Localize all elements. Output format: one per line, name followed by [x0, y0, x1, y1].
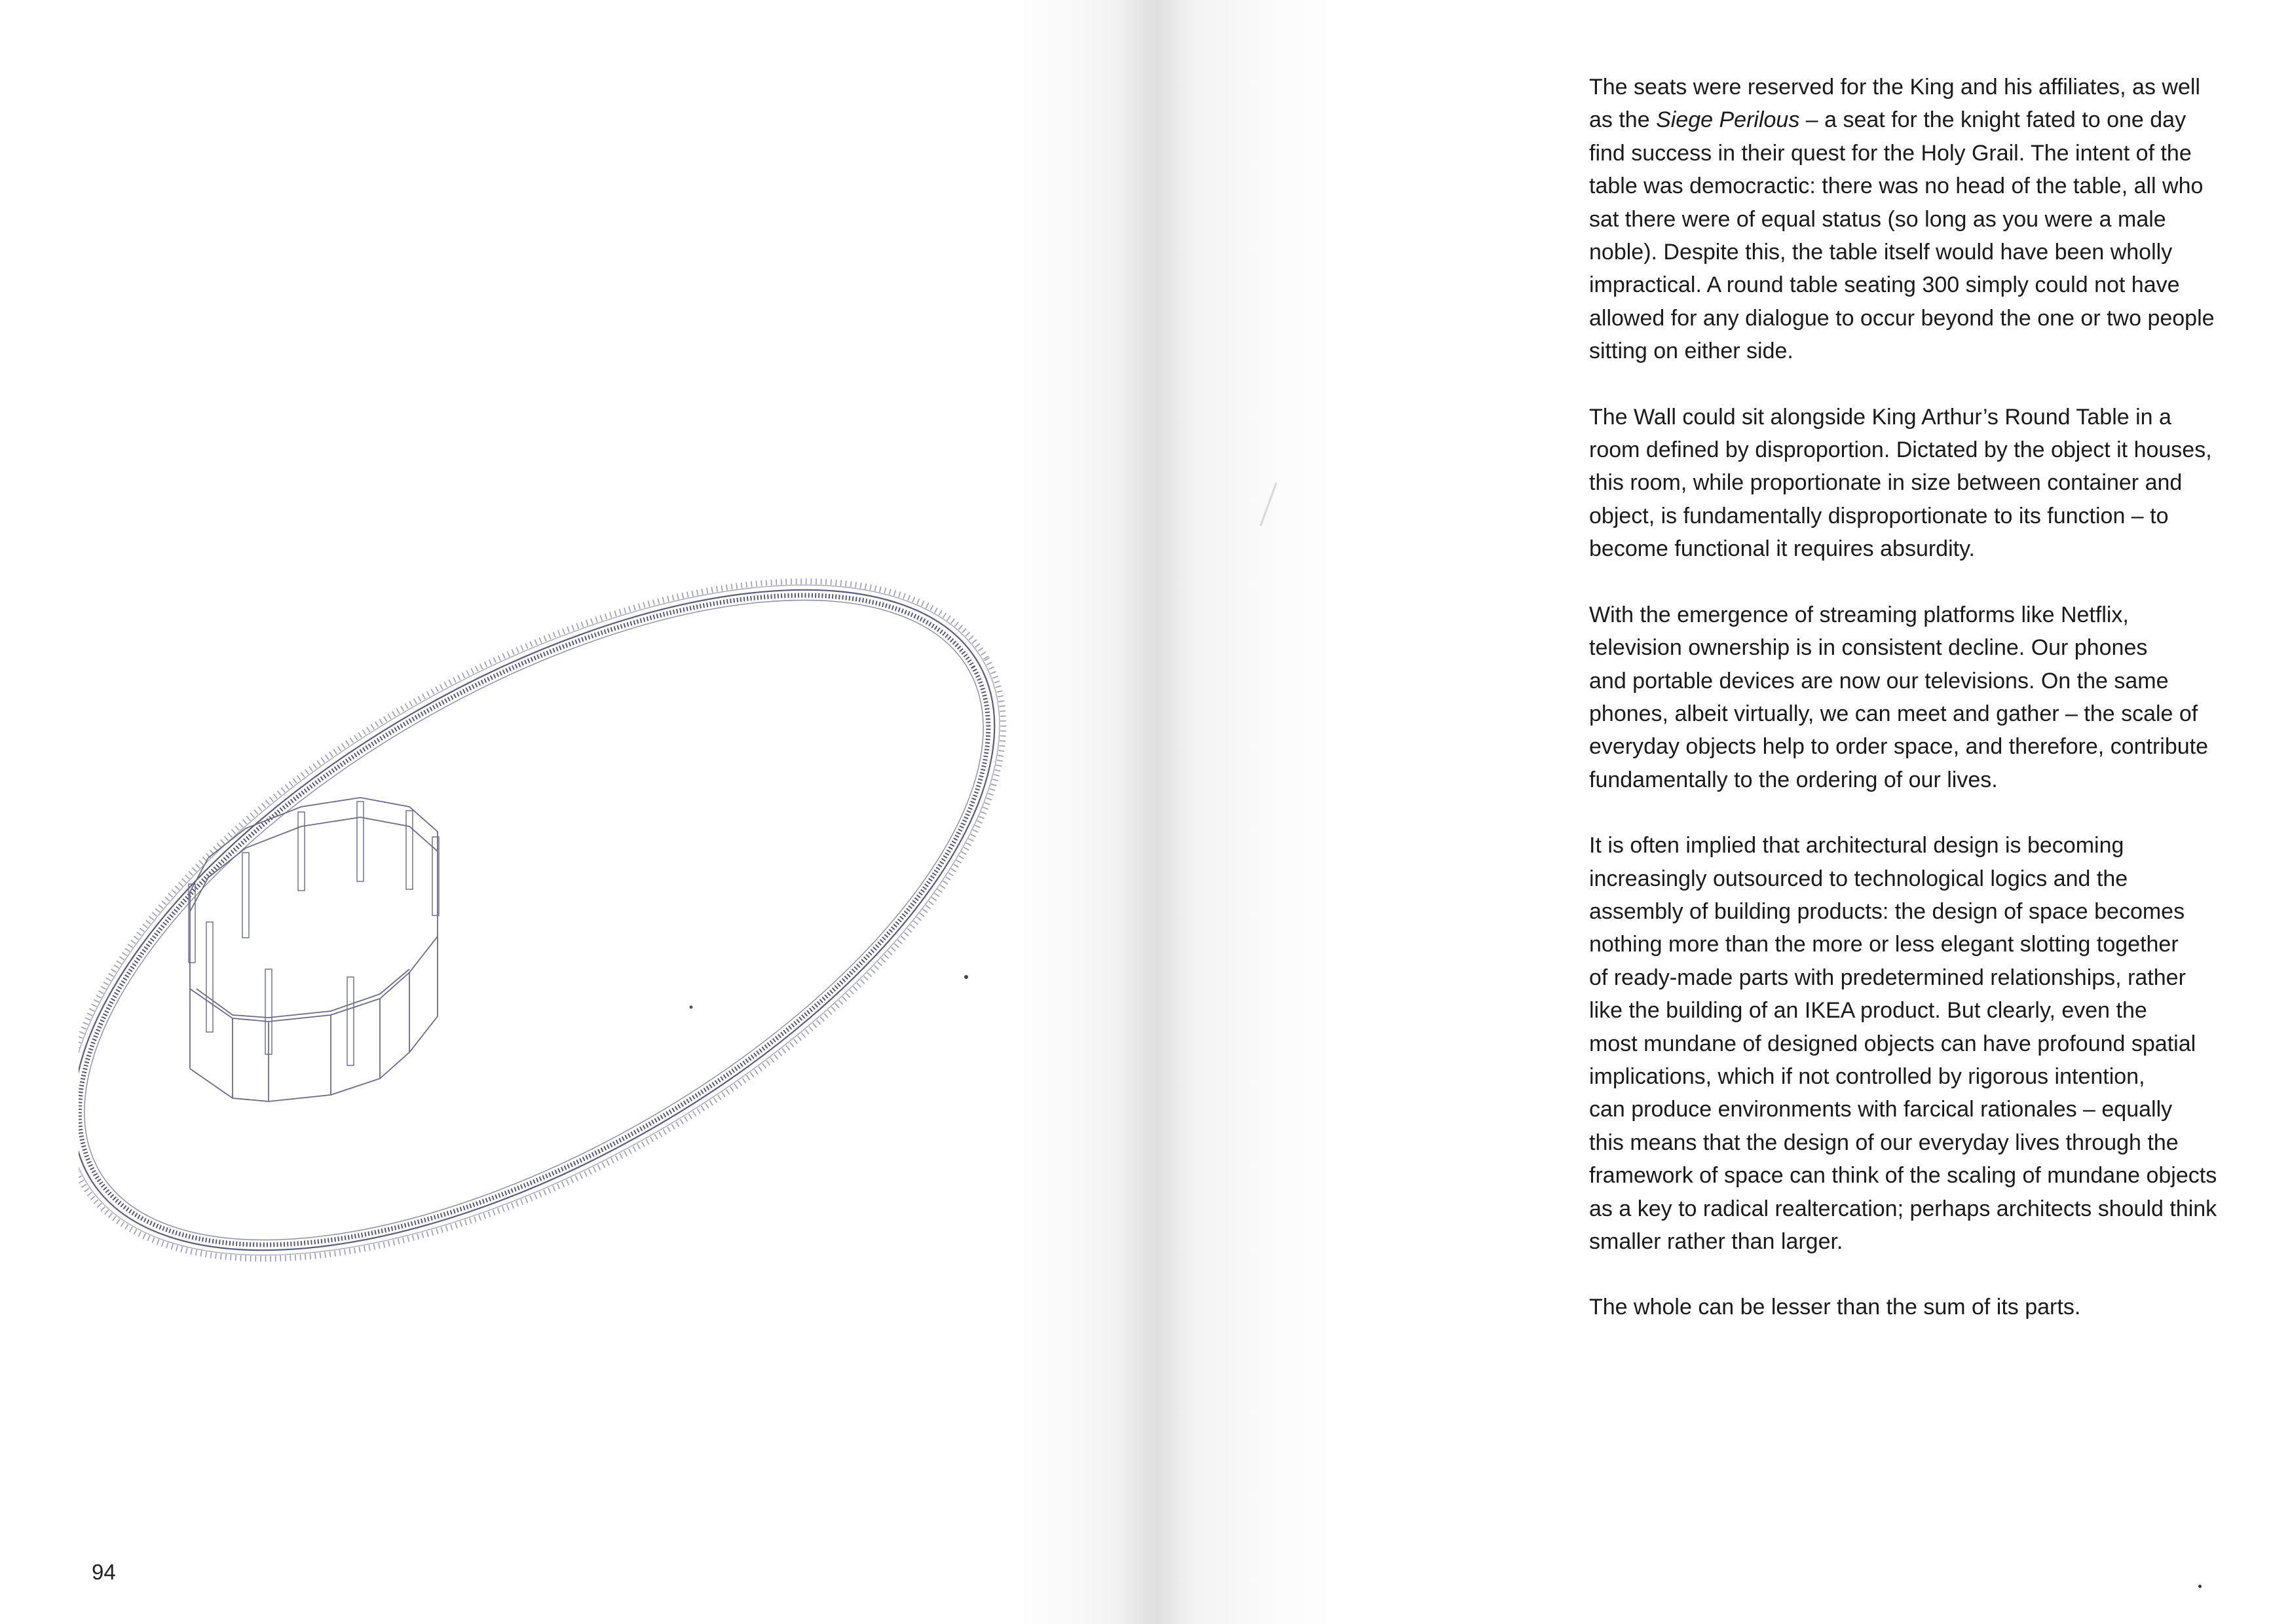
text-run: With the emergence of streaming platforms like Netflix,	[1589, 602, 2129, 627]
text-run: as the	[1589, 107, 1657, 133]
text-line	[1589, 697, 2231, 730]
page-number: 94	[92, 1560, 116, 1584]
text-line	[1589, 71, 2231, 103]
text-line	[1589, 665, 2231, 697]
stray-dot	[2198, 1585, 2202, 1588]
text-run: framework of space can think of the scaling of mundane objects	[1589, 1163, 2217, 1189]
text-line	[1589, 631, 2231, 664]
text-run: – a seat for the knight fated to one day	[1799, 107, 2187, 133]
text-run: become functional it requires absurdity.	[1589, 536, 1976, 562]
text-run: sitting on either side.	[1589, 339, 1793, 364]
body-paragraph	[1589, 829, 2231, 1258]
text-line	[1589, 764, 2231, 796]
text-run: noble). Despite this, the table itself would have been wholly	[1589, 240, 2173, 265]
text-line	[1589, 1291, 2231, 1323]
text-line	[1589, 302, 2231, 335]
text-line	[1589, 1225, 2231, 1258]
outer-round-table	[79, 511, 1074, 1336]
text-run: room defined by disproportion. Dictated by the object it houses,	[1589, 437, 2212, 463]
round-table-drawing	[79, 511, 1074, 1336]
text-line	[1589, 500, 2231, 532]
text-line	[1589, 829, 2231, 862]
text-line	[1589, 434, 2231, 466]
text-run: The seats were reserved for the King and his affiliates, as well	[1589, 75, 2200, 100]
text-run: object, is fundamentally disproportionate to its function – to	[1589, 503, 2169, 528]
text-line	[1589, 401, 2231, 434]
text-line	[1589, 532, 2231, 565]
text-line	[1589, 994, 2231, 1027]
text-line	[1589, 203, 2231, 236]
text-line	[1589, 1126, 2231, 1159]
text-line	[1589, 1027, 2231, 1060]
text-line	[1589, 862, 2231, 895]
text-run: The whole can be lesser than the sum of its parts.	[1589, 1295, 2081, 1320]
text-run: of ready-made parts with predetermined relationships, rather	[1589, 965, 2186, 990]
text-run: implications, which if not controlled by rigorous intention,	[1589, 1063, 2145, 1089]
text-run: this means that the design of our everyday lives through the	[1589, 1130, 2179, 1155]
text-run: assembly of building products: the design of space becomes	[1589, 898, 2185, 924]
text-line	[1589, 268, 2231, 301]
body-paragraph	[1589, 401, 2231, 566]
text-line	[1589, 730, 2231, 763]
text-run: find success in their quest for the Holy Grail. The intent of the	[1589, 140, 2192, 166]
text-line	[1589, 1093, 2231, 1126]
text-line	[1589, 961, 2231, 994]
text-line	[1589, 1060, 2231, 1093]
text-run: increasingly outsourced to technological logics and the	[1589, 866, 2128, 891]
text-line	[1589, 335, 2231, 367]
text-run: impractical. A round table seating 300 simply could not have	[1589, 272, 2180, 298]
body-paragraph	[1589, 599, 2231, 796]
inner-enclosure	[189, 798, 439, 1101]
text-run: everyday objects help to order space, and therefore, contribute	[1589, 734, 2209, 760]
text-run: The Wall could sit alongside King Arthur’s Round Table in a	[1589, 404, 2171, 430]
text-line	[1589, 1192, 2231, 1225]
text-run: as a key to radical realtercation; perhaps architects should think	[1589, 1196, 2217, 1221]
text-run: sat there were of equal status (so long as you were a male	[1589, 206, 2166, 232]
text-line	[1589, 466, 2231, 499]
italic-text-run: Siege Perilous	[1656, 107, 1800, 133]
text-run: fundamentally to the ordering of our lives.	[1589, 767, 1998, 792]
text-run: phones, albeit virtually, we can meet and gather – the scale of	[1589, 701, 2198, 726]
text-line	[1589, 236, 2231, 268]
text-run: nothing more than the more or less elegant slotting together	[1589, 932, 2179, 957]
text-run: allowed for any dialogue to occur beyond the one or two people	[1589, 305, 2215, 331]
text-run: like the building of an IKEA product. But clearly, even the	[1589, 998, 2147, 1024]
text-run: television ownership is in consistent decline. Our phones	[1589, 635, 2148, 661]
text-line	[1589, 928, 2231, 961]
text-line	[1589, 170, 2231, 202]
text-line	[1589, 1159, 2231, 1192]
text-line	[1589, 103, 2231, 136]
text-run: table was democractic: there was no head of the table, all who	[1589, 174, 2204, 199]
text-run: It is often implied that architectural design is becoming	[1589, 833, 2124, 858]
body-paragraph	[1589, 1291, 2231, 1323]
text-line	[1589, 137, 2231, 170]
body-paragraph	[1589, 71, 2231, 368]
text-run: smaller rather than larger.	[1589, 1229, 1843, 1254]
text-run: most mundane of designed objects can have profound spatial	[1589, 1031, 2196, 1056]
body-text-column	[1589, 71, 2231, 1357]
text-run: this room, while proportionate in size between container and	[1589, 470, 2183, 496]
text-line	[1589, 599, 2231, 631]
text-run: and portable devices are now our televisions. On the same	[1589, 668, 2169, 693]
text-run: can produce environments with farcical rationales – equally	[1589, 1097, 2173, 1122]
text-line	[1589, 895, 2231, 928]
